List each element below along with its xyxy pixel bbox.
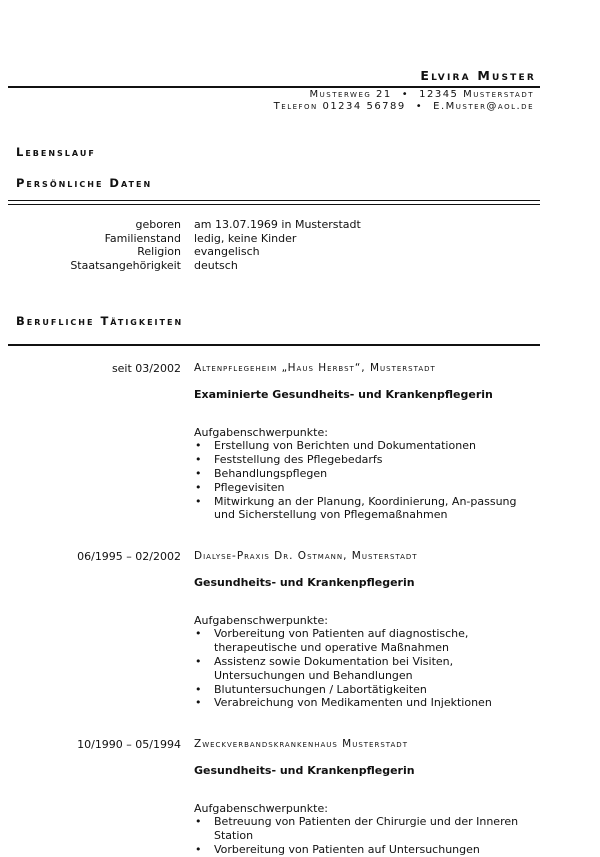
task-item: • Assistenz sowie Dokumentation bei Visiten, Untersuchungen und Behandlungen	[194, 655, 524, 683]
task-item: • Vorbereitung von Patienten auf Untersuchungen	[194, 843, 524, 857]
tasks-label: Aufgabenschwerpunkte:	[194, 425, 328, 439]
separator: •	[415, 101, 424, 112]
personal-label: geboren	[135, 218, 181, 231]
personal-row	[0, 218, 361, 232]
task-item: • Vorbereitung von Patienten auf diagnostische, therapeutische und operative Maßnahmen	[194, 627, 524, 655]
task-item: • Pflegevisiten	[194, 481, 524, 495]
section-career-title: Berufliche Tätigkeiten	[16, 314, 184, 328]
city: 12345 Musterstadt	[419, 89, 534, 100]
job-entry	[0, 738, 540, 857]
job-date: 10/1990 – 05/1994	[77, 738, 181, 751]
personal-row	[0, 245, 361, 259]
email: E.Muster@aol.de	[433, 101, 534, 112]
personal-row	[0, 232, 361, 246]
personal-value: am 13.07.1969 in Musterstadt	[194, 218, 361, 231]
tasks-label: Aufgabenschwerpunkte:	[194, 801, 328, 815]
job-entry	[0, 550, 540, 710]
job-date: seit 03/2002	[111, 362, 181, 375]
task-list	[194, 439, 524, 522]
job-entry	[0, 362, 540, 522]
personal-label: Familienstand	[104, 231, 181, 245]
section-personal-title: Persönliche Daten	[16, 176, 153, 190]
personal-row	[0, 259, 361, 273]
tasks-label: Aufgabenschwerpunkte:	[194, 613, 328, 627]
street: Musterweg 21	[309, 89, 392, 100]
personal-label: Religion	[137, 245, 181, 258]
job-employer: Zweckverbandskrankenhaus Musterstadt	[194, 738, 408, 750]
job-employer: Altenpflegeheim „Haus Herbst“, Musterstadt	[194, 362, 436, 374]
task-list	[194, 815, 524, 856]
job-employer: Dialyse-Praxis Dr. Ostmann, Musterstadt	[194, 550, 418, 562]
separator: •	[401, 89, 410, 100]
section-rule	[8, 200, 540, 201]
task-item: • Betreuung von Patienten der Chirurgie und der Inneren Station	[194, 815, 524, 843]
phone: Telefon 01234 56789	[273, 101, 406, 112]
contact-line	[274, 101, 534, 113]
task-item: • Erstellung von Berichten und Dokumentationen	[194, 439, 524, 453]
personal-value: ledig, keine Kinder	[194, 231, 297, 245]
task-item: • Behandlungspflegen	[194, 467, 524, 481]
section-rule	[8, 204, 540, 205]
personal-value: evangelisch	[194, 245, 260, 258]
personal-value: deutsch	[194, 258, 238, 272]
personal-label: Staatsangehörigkeit	[70, 258, 181, 272]
header-rule	[8, 86, 540, 88]
contact-block	[274, 89, 534, 113]
address-line	[274, 89, 534, 101]
task-item: • Blutuntersuchungen / Labortätigkeiten	[194, 683, 524, 697]
cv-title: Lebenslauf	[16, 145, 96, 159]
task-item: • Mitwirkung an der Planung, Koordinierung, An-passung und Sicherstellung von Pflegemaßnahmen	[194, 495, 524, 523]
section-rule	[8, 344, 540, 346]
task-item: • Feststellung des Pflegebedarfs	[194, 453, 524, 467]
job-role: Gesundheits- und Krankenpflegerin	[194, 763, 415, 777]
job-role: Gesundheits- und Krankenpflegerin	[194, 575, 415, 589]
task-item: • Verabreichung von Medikamenten und Injektionen	[194, 696, 524, 710]
job-date: 06/1995 – 02/2002	[77, 550, 181, 563]
job-role: Examinierte Gesundheits- und Krankenpflegerin	[194, 387, 493, 401]
task-list	[194, 627, 524, 710]
personal-data	[0, 218, 361, 272]
applicant-name: Elvira Muster	[420, 68, 536, 83]
